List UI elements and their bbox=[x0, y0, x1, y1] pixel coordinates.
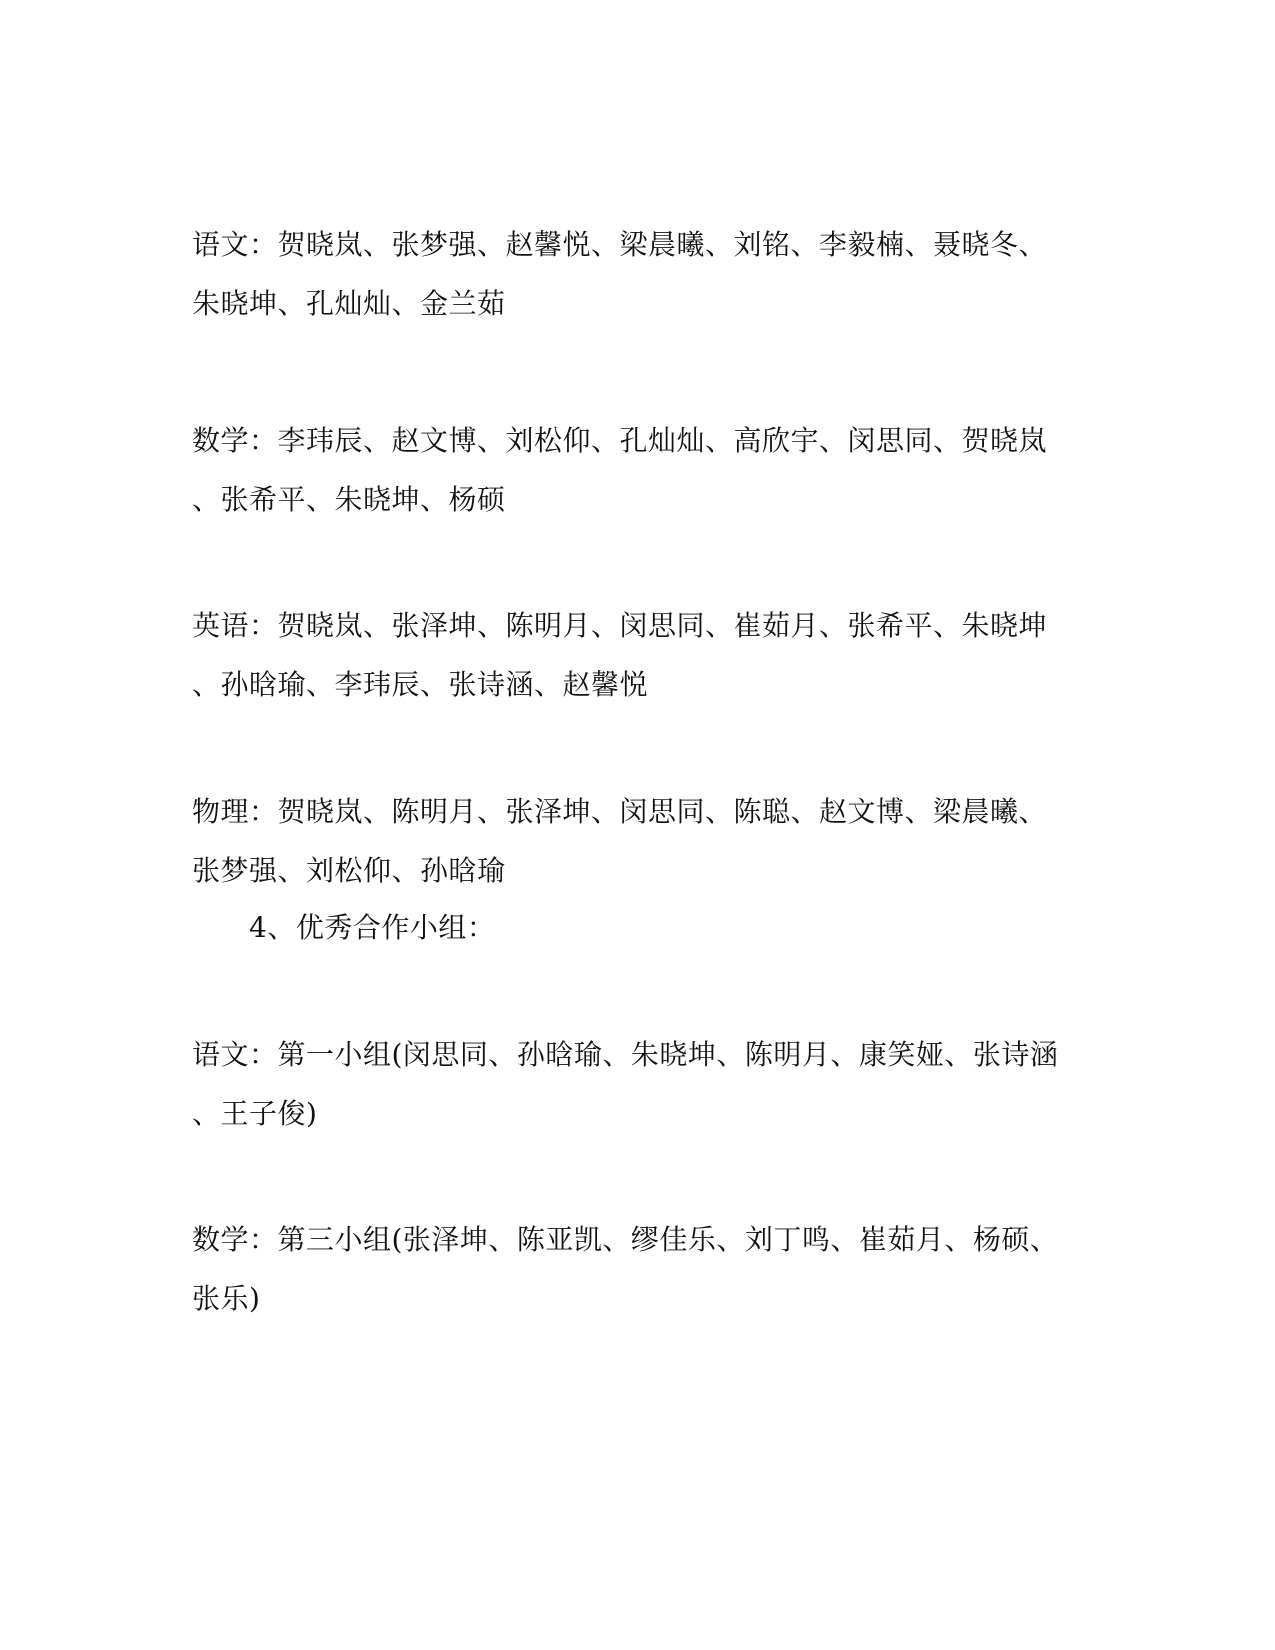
chinese-honor-line-2: 朱晓坤、孔灿灿、金兰茹 bbox=[192, 287, 506, 320]
chinese-group-line-1: 语文：第一小组(闵思同、孙晗瑜、朱晓坤、陈明月、康笑娅、张诗涵 bbox=[192, 1038, 1059, 1071]
math-group-line-1: 数学：第三小组(张泽坤、陈亚凯、缪佳乐、刘丁鸣、崔茹月、杨硕、 bbox=[192, 1223, 1059, 1256]
english-honor-line-2: 、孙晗瑜、李玮辰、张诗涵、赵馨悦 bbox=[192, 668, 649, 701]
physics-honor-line-2: 张梦强、刘松仰、孙晗瑜 bbox=[192, 854, 506, 887]
english-honor-line-1: 英语：贺晓岚、张泽坤、陈明月、闵思同、崔茹月、张希平、朱晓坤 bbox=[192, 609, 1048, 642]
math-group-line-2: 张乐) bbox=[192, 1282, 261, 1315]
chinese-honor-line-1: 语文：贺晓岚、张梦强、赵馨悦、梁晨曦、刘铭、李毅楠、聂晓冬、 bbox=[192, 228, 1048, 261]
chinese-group-line-2: 、王子俊) bbox=[192, 1097, 318, 1130]
math-honor-line-1: 数学：李玮辰、赵文博、刘松仰、孔灿灿、高欣宇、闵思同、贺晓岚 bbox=[192, 424, 1048, 457]
section-heading-cooperation-groups: 4、优秀合作小组： bbox=[249, 911, 496, 944]
math-honor-line-2: 、张希平、朱晓坤、杨硕 bbox=[192, 483, 506, 516]
physics-honor-line-1: 物理：贺晓岚、陈明月、张泽坤、闵思同、陈聪、赵文博、梁晨曦、 bbox=[192, 795, 1048, 828]
